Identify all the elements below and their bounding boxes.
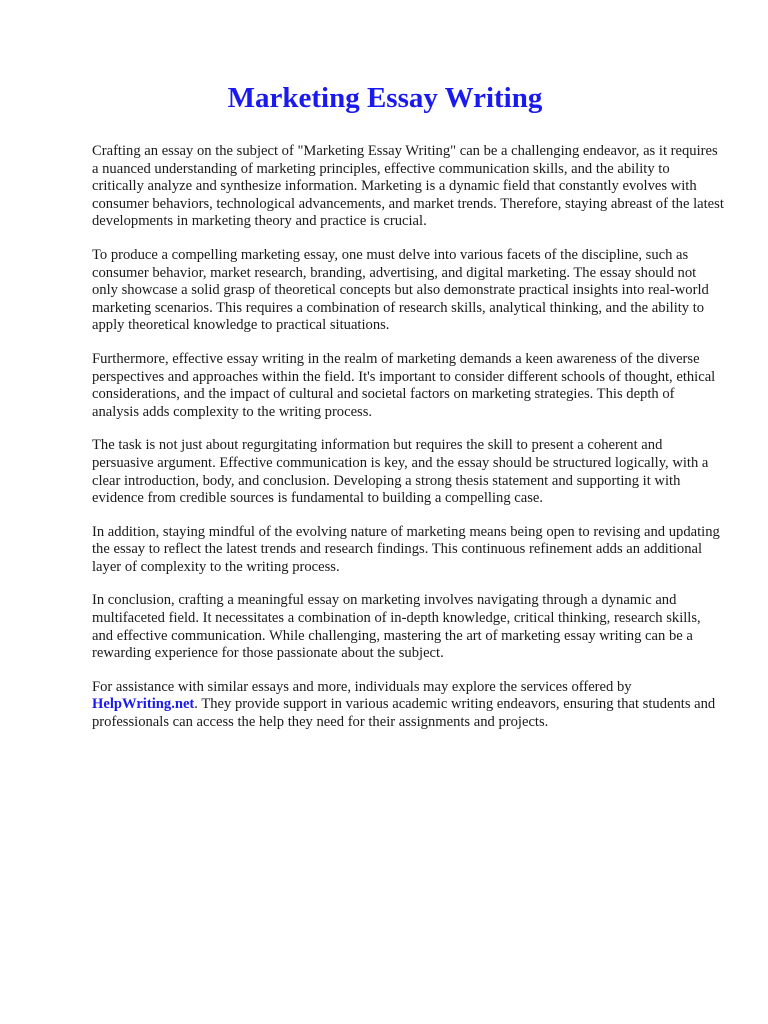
document-body (92, 143, 724, 732)
closing-text-after-link: . They provide support in various academic writing endeavors, ensuring that students and professionals can access the help they need for their assignments and projects. (92, 696, 716, 731)
paragraph-6: In conclusion, crafting a meaningful essay on marketing involves navigating through a dynamic and multifaceted field. It necessitates a combination of in-depth knowledge, critical thinking, research skills, and effective communication. While challenging, mastering the art of marketing essay writing can be a rewarding experience for those passionate about the subject. (92, 592, 701, 662)
closing-paragraph (92, 679, 724, 732)
helpwriting-link[interactable]: HelpWriting.net (92, 696, 195, 713)
paragraph-5: In addition, staying mindful of the evolving nature of marketing means being open to revising and updating the essay to reflect the latest trends and research findings. This continuous refinement adds an additional layer of complexity to the writing process. (92, 523, 720, 575)
document-title: Marketing Essay Writing (227, 82, 543, 114)
paragraph-2: To produce a compelling marketing essay, one must delve into various facets of the discipline, such as consumer behavior, market research, branding, advertising, and digital marketing. The essay should not only showcase a solid grasp of theoretical concepts but also demonstrate practical insights into real-world marketing scenarios. This requires a combination of research skills, analytical thinking, and the ability to apply theoretical knowledge to practical situations. (92, 246, 709, 334)
paragraph-3: Furthermore, effective essay writing in the realm of marketing demands a keen awareness of the diverse perspectives and approaches within the field. It's important to consider different schools of thought, ethical considerations, and the impact of cultural and societal factors on marketing strategies. This depth of analysis adds complexity to the writing process. (92, 350, 716, 420)
paragraph-4: The task is not just about regurgitating information but requires the skill to present a coherent and persuasive argument. Effective communication is key, and the essay should be structured logically, with a clear introduction, body, and conclusion. Developing a strong thesis statement and supporting it with evidence from credible sources is fundamental to building a compelling case. (92, 437, 709, 507)
paragraph-1: Crafting an essay on the subject of "Marketing Essay Writing" can be a challenging endeavor, as it requires a nuanced understanding of marketing principles, effective communication skills, and the ability to critically analyze and synthesize information. Marketing is a dynamic field that constantly evolves with consumer behaviors, technological advancements, and market trends. Therefore, staying abreast of the latest developments in marketing theory and practice is crucial. (92, 143, 724, 230)
closing-text-before-link: For assistance with similar essays and more, individuals may explore the services offered by (92, 678, 632, 695)
